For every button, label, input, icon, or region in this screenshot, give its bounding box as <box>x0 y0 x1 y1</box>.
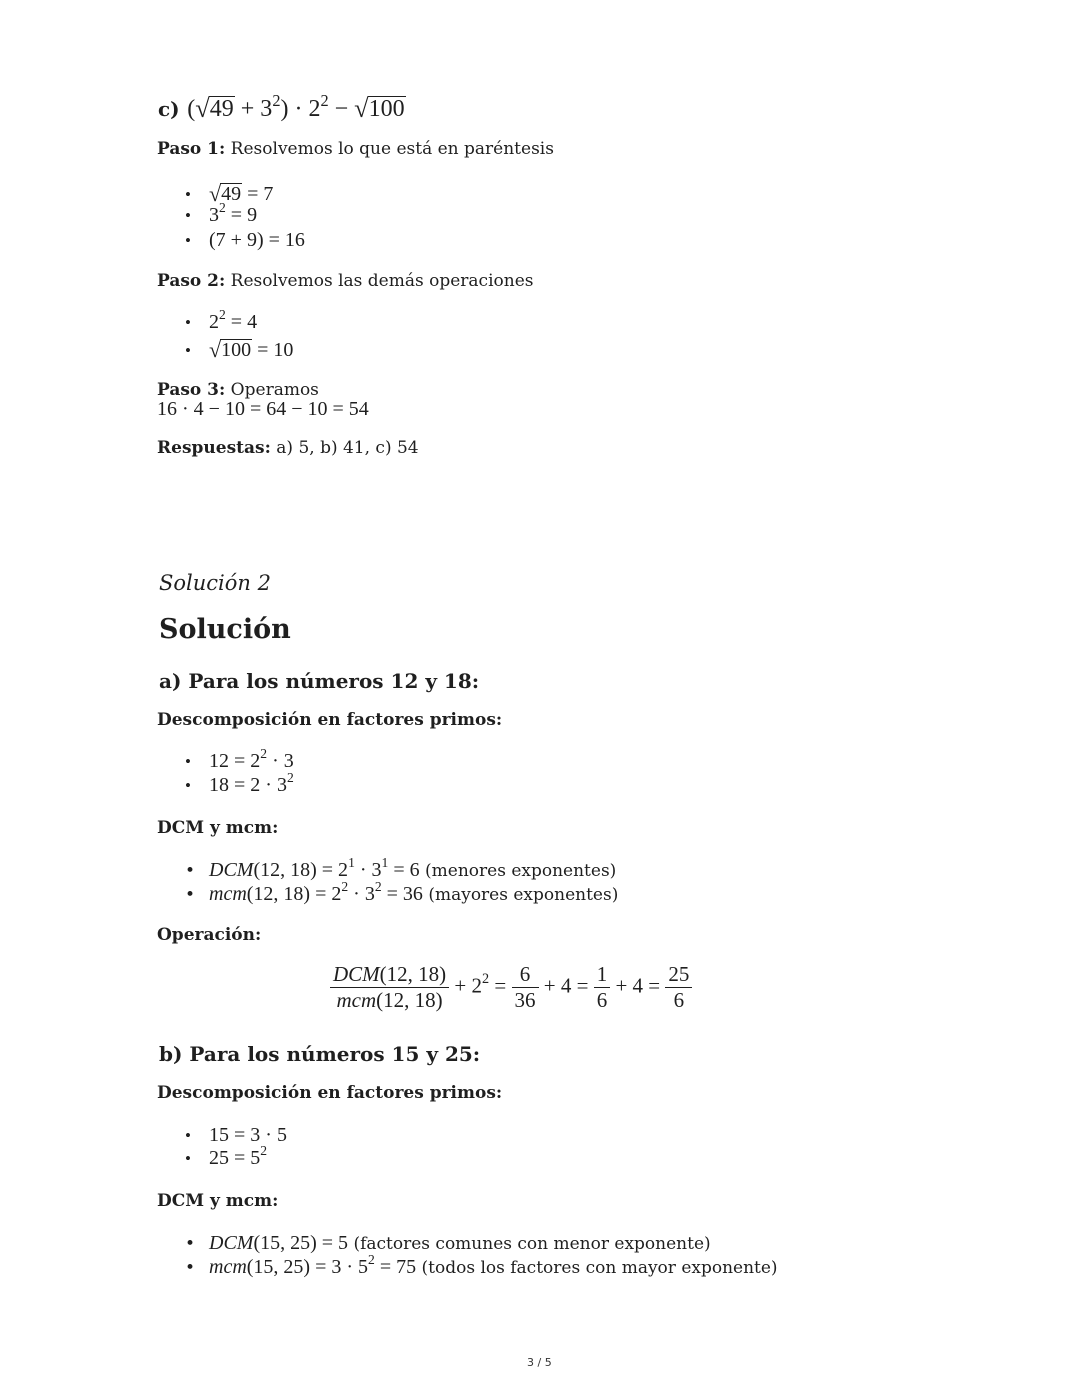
paso2-line <box>157 271 533 291</box>
list-item: • DCM(15, 25) = 5 (factores comunes con menor exponente) <box>185 1232 711 1254</box>
paso2-label: Paso 2: <box>157 271 226 291</box>
respuestas-label: Respuestas: <box>157 438 271 458</box>
list-item: • $25 = 5^2$ <box>185 1143 268 1169</box>
paso1-text: Resolvemos lo que está en paréntesis <box>225 139 554 159</box>
section-b-heading: b) Para los números 15 y 25: <box>159 1042 481 1066</box>
paso2-text: Resolvemos las demás operaciones <box>225 271 534 291</box>
fraction: $\frac{1}{6}$ <box>594 962 611 1013</box>
paso3-line <box>157 380 319 400</box>
section-a-decomposition-label: Descomposición en factores primos: <box>157 710 503 730</box>
list-item: • (7 + 9) = 16 <box>185 229 305 251</box>
list-item: • DCM(12, $18) = 2^1 \cdot 3^1 = 6$ (menores exponentes) <box>185 855 617 881</box>
part-c-formula: $(√49 + 3^2) \cdot 2^2 - √100$ <box>187 90 405 124</box>
list-item: • $18 = 2 \cdot 3^2$ <box>185 770 294 796</box>
paso3-text: Operamos <box>225 380 319 400</box>
section-a-heading: a) Para los números 12 y 18: <box>159 669 480 693</box>
list-item: • mcm(12, $18) = 2^2 \cdot 3^2 = 36$ (mayores exponentes) <box>185 879 619 905</box>
solution-caption: Solución 2 <box>159 571 271 595</box>
list-item: • $2^2 = 4$ <box>185 307 258 333</box>
list-item: • $3^2 = 9$ <box>185 200 258 226</box>
respuestas-line <box>157 438 419 458</box>
part-c-label: c) <box>158 97 180 121</box>
sqrt-symbol: √100 <box>354 93 405 124</box>
list-item: • √49 = 7 <box>185 180 274 206</box>
fraction: $\frac{25}{6}$ <box>665 962 692 1013</box>
sqrt-symbol: √49 <box>195 93 234 124</box>
respuestas-text: a) 5, b) 41, c) 54 <box>270 438 419 458</box>
section-b-dcm-label: DCM y mcm: <box>157 1191 279 1211</box>
list-item: • $12 = 2^2 \cdot 3$ <box>185 746 294 772</box>
fraction-dcm-over-mcm: $\frac{\text{DCM(12, 18)}}{\text{mcm(12, 18)}}$ <box>330 962 449 1013</box>
paso1-line <box>157 139 554 159</box>
section-b-decomposition-label: Descomposición en factores primos: <box>157 1083 503 1103</box>
paso3-expression: 16 · 4 − 10 = 64 − 10 = 54 <box>157 398 369 420</box>
section-a-operation-label: Operación: <box>157 925 262 945</box>
section-a-dcm-label: DCM y mcm: <box>157 818 279 838</box>
list-item: • √100 = 10 <box>185 336 294 362</box>
paso1-label: Paso 1: <box>157 139 226 159</box>
list-item: • 15 = 3 · 5 <box>185 1124 287 1146</box>
solution-title: Solución <box>159 614 291 645</box>
part-c-expression <box>158 92 406 123</box>
paso3-label: Paso 3: <box>157 380 226 400</box>
page-number: 3 / 5 <box>527 1356 552 1369</box>
operation-equation: $\frac{\text{DCM(12, 18)}}{\text{mcm(12, 18)}}$ + $2^2$ = $\frac{6}{36}$ + 4 = $\frac{1}{6}$ + 4 = $\frac{25}{6}$ <box>330 962 692 1013</box>
fraction: $\frac{6}{36}$ <box>512 962 539 1013</box>
list-item: • mcm(15, $25) = 3 \cdot 5^2 = 75$ (todos los factores con mayor exponente) <box>185 1252 778 1278</box>
